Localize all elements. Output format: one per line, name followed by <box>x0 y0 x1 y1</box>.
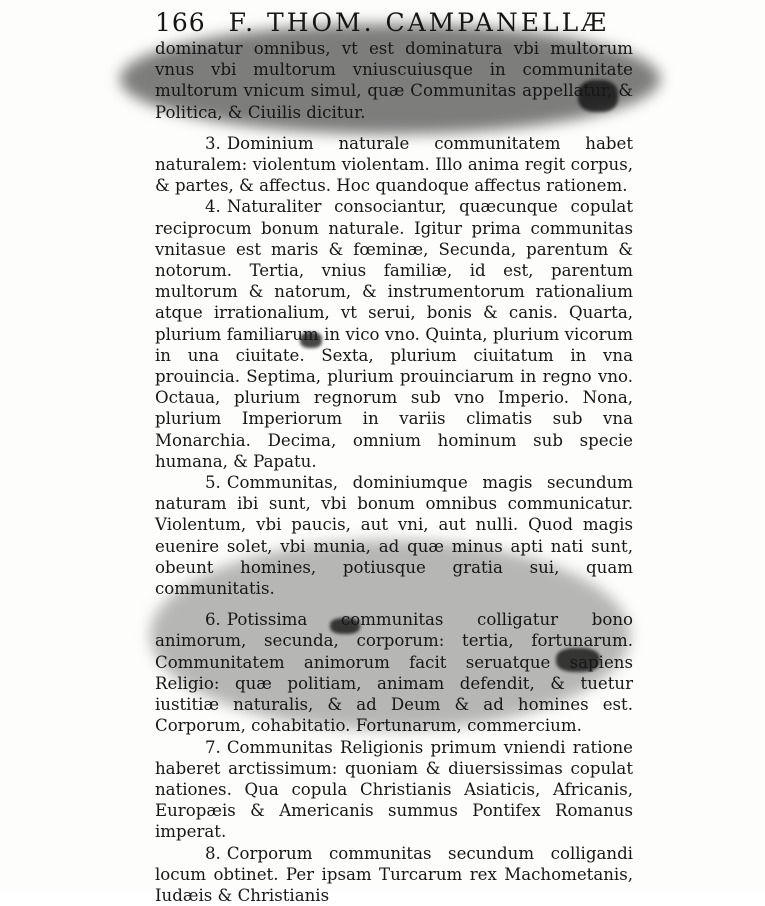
page-number: 166 <box>155 8 206 37</box>
paragraph-3 <box>155 133 633 197</box>
page-header <box>155 8 625 38</box>
paragraph-text: Communitas Religionis primum vniendi ratione haberet arctissimum: quoniam & diuersissimas copulat nationes. Qua copula Christianis Asiaticis, Africanis, Europæis & Americanis summus Pontifex Romanus imperat. <box>155 737 633 842</box>
paragraph-continued <box>155 38 633 123</box>
paragraph-text: Corporum communitas secundum colligandi locum obtinet. Per ipsam Turcarum rex Machometanis, Iudæis & Christianis <box>155 843 633 905</box>
paragraph-number: 8. <box>205 843 221 863</box>
paragraph-5 <box>155 472 633 599</box>
paragraph-6 <box>155 609 633 736</box>
paragraph-number: 7. <box>205 737 221 757</box>
paragraph-text: Dominium naturale communitatem habet naturalem: violentum violentam. Illo anima regit corpus, & partes, & affectus. Hoc quandoque affectus rationem. <box>155 133 633 196</box>
running-head: F. THOM. CAMPANELLÆ <box>228 8 610 37</box>
body-text <box>155 38 633 906</box>
paragraph-number: 3. <box>205 133 221 153</box>
paragraph-text: Potissima communitas colligatur bono animorum, secunda, corporum: tertia, fortunarum. Communitatem animorum facit seruatque sapiens Religio: quæ politiam, animam defendit, & tuetur iustitiæ naturalis, & ad Deum & ad homines est. Corporum, cohabitatio. Fortunarum, commercium. <box>155 610 633 736</box>
paragraph-text: dominatur omnibus, vt est dominatura vbi multorum vnus vbi multorum vniuscuiusque in communitate multorum vnicum simul, quæ Communitas appellatur, & Politica, & Ciuilis dicitur. <box>155 39 633 122</box>
paragraph-8 <box>155 843 633 906</box>
paragraph-4 <box>155 196 633 472</box>
paragraph-number: 5. <box>205 473 221 493</box>
paragraph-number: 6. <box>205 610 221 630</box>
paragraph-number: 4. <box>205 197 221 217</box>
paragraph-text: Naturaliter consociantur, quæcunque copulat reciprocum bonum naturale. Igitur prima communitas vnitasue est maris & fœminæ, Secunda, parentum & notorum. Tertia, vnius familiæ, id est, parentum multorum & natorum, & instrumentorum rationalium atque irrationalium, vt serui, bonis & canis. Quarta, plurium familiarum in vico vno. Quinta, plurium vicorum in una ciuitate. Sexta, plurium ciuitatum in vna prouincia. Septima, plurium prouinciarum in regno vno. Octaua, plurium regnorum sub vno Imperio. Nona, plurium Imperiorum in variis climatis sub vna Monarchia. Decima, omnium hominum sub specie humana, & Papatu. <box>155 197 633 471</box>
paragraph-text: Communitas, dominiumque magis secundum naturam ibi sunt, vbi bonum omnibus communicatur. Violentum, vbi paucis, aut vni, aut nulli. Quod magis euenire solet, vbi munia, ad quæ minus apti nati sunt, obeunt homines, potiusque gratia sui, quam communitatis. <box>155 473 633 599</box>
paragraph-7 <box>155 737 633 843</box>
